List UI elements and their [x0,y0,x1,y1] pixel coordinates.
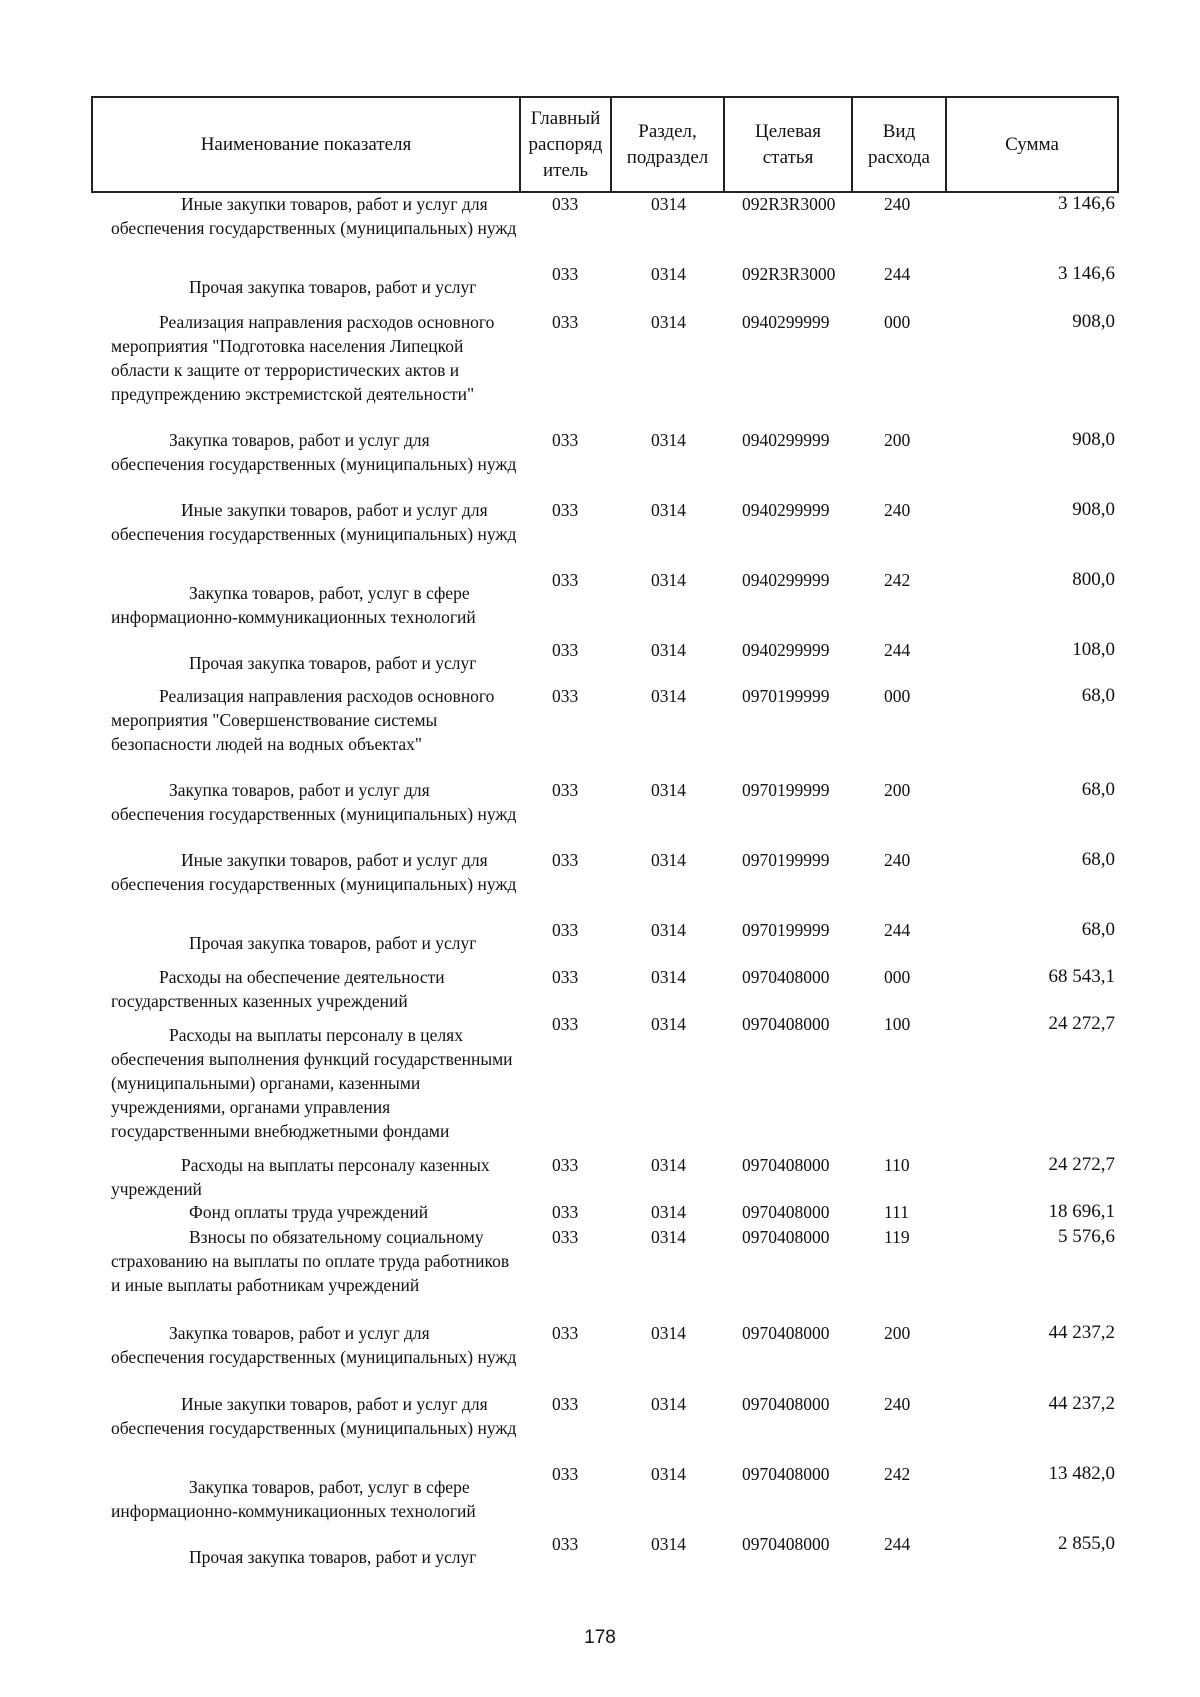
row-celevaya: 092R3R3000 [742,264,836,284]
header-name: Наименование показателя [92,97,520,192]
row-vid: 242 [884,570,911,590]
row-summa: 44 237,2 [1048,1393,1115,1414]
row-razdel: 0314 [651,1394,686,1414]
row-vid: 110 [884,1155,910,1175]
row-vid: 244 [884,264,911,284]
row-vid: 200 [884,1323,911,1343]
row-vid: 000 [884,686,911,706]
row-razdel: 0314 [651,1202,686,1222]
row-celevaya: 0940299999 [742,312,830,332]
row-razdel: 0314 [651,264,686,284]
header-razdel [611,97,724,192]
row-name: Закупка товаров, работ, услуг в сфере информационно-коммуникационных технологий [111,583,476,627]
row-vid: 240 [884,500,911,520]
row-summa: 2 855,0 [1058,1533,1115,1554]
row-celevaya: 0970199999 [742,780,830,800]
row-name: Закупка товаров, работ, услуг в сфере информационно-коммуникационных технологий [111,1477,476,1521]
row-glavny: 033 [552,1534,579,1554]
row-celevaya: 0970408000 [742,967,830,987]
row-glavny: 033 [552,500,579,520]
row-razdel: 0314 [651,967,686,987]
row-razdel: 0314 [651,1323,686,1343]
header-glavny-line3: итель [542,159,589,181]
row-glavny: 033 [552,1227,579,1247]
row-name: Прочая закупка товаров, работ и услуг [189,1547,477,1567]
row-summa: 800,0 [1072,569,1115,590]
header-vid-line2: расхода [868,146,930,168]
row-glavny: 033 [552,780,579,800]
row-name: Прочая закупка товаров, работ и услуг [189,277,477,297]
row-vid: 000 [884,967,911,987]
row-razdel: 0314 [651,500,686,520]
row-celevaya: 0970199999 [742,850,830,870]
row-razdel: 0314 [651,312,686,332]
row-name: Иные закупки товаров, работ и услуг для обеспечения государственных (муниципальных) нужд [111,194,517,238]
row-vid: 242 [884,1464,911,1484]
row-summa: 44 237,2 [1048,1322,1115,1343]
row-vid: 240 [884,850,911,870]
row-vid: 244 [884,920,911,940]
page-number: 178 [584,1627,616,1648]
row-summa: 3 146,6 [1058,193,1115,214]
row-name: Прочая закупка товаров, работ и услуг [189,653,477,673]
row-glavny: 033 [552,967,579,987]
row-summa: 68 543,1 [1048,966,1115,987]
row-name: Иные закупки товаров, работ и услуг для обеспечения государственных (муниципальных) нужд [111,850,517,894]
row-name: Прочая закупка товаров, работ и услуг [189,933,477,953]
row-razdel: 0314 [651,640,686,660]
row-razdel: 0314 [651,194,686,214]
row-name: Закупка товаров, работ и услуг для обеспечения государственных (муниципальных) нужд [111,780,517,824]
row-summa: 68,0 [1081,779,1115,800]
row-celevaya: 0970199999 [742,686,830,706]
row-razdel: 0314 [651,1534,686,1554]
row-celevaya: 0970408000 [742,1534,830,1554]
row-razdel: 0314 [651,1464,686,1484]
row-vid: 244 [884,1534,911,1554]
row-summa: 18 696,1 [1048,1201,1115,1222]
header-celevaya-line1: Целевая [755,120,821,142]
row-name: Взносы по обязательному социальному страхованию на выплаты по оплате труда работников и иные выплаты работникам учреждений [111,1227,510,1295]
row-glavny: 033 [552,570,579,590]
row-celevaya: 092R3R3000 [742,194,836,214]
row-vid: 200 [884,430,911,450]
header-celevaya-line2: статья [762,146,814,168]
row-razdel: 0314 [651,1155,686,1175]
row-glavny: 033 [552,430,579,450]
row-summa: 5 576,6 [1058,1226,1115,1247]
row-glavny: 033 [552,1202,579,1222]
row-razdel: 0314 [651,686,686,706]
row-name: Закупка товаров, работ и услуг для обеспечения государственных (муниципальных) нужд [111,430,517,474]
row-celevaya: 0940299999 [742,430,830,450]
row-summa: 908,0 [1072,429,1115,450]
row-summa: 68,0 [1081,919,1115,940]
row-glavny: 033 [552,920,579,940]
row-name: Реализация направления расходов основного мероприятия "Подготовка населения Липецкой области к защите от террористических актов и предупреждению экстремистской деятельности" [111,312,495,404]
row-razdel: 0314 [651,850,686,870]
row-celevaya: 0940299999 [742,500,830,520]
row-summa: 13 482,0 [1048,1463,1115,1484]
row-celevaya: 0970408000 [742,1323,830,1343]
row-razdel: 0314 [651,780,686,800]
row-vid: 240 [884,194,911,214]
row-name: Иные закупки товаров, работ и услуг для обеспечения государственных (муниципальных) нужд [111,500,517,544]
row-summa: 68,0 [1081,685,1115,706]
row-celevaya: 0940299999 [742,640,830,660]
row-celevaya: 0970408000 [742,1014,830,1034]
row-summa: 68,0 [1081,849,1115,870]
header-razdel-line1: Раздел, [638,120,697,142]
row-glavny: 033 [552,1155,579,1175]
row-name: Расходы на выплаты персоналу в целях обеспечения выполнения функций государственными (муниципальными) органами, казенными учреждениями, органами управления государственными внебюджетными фондами [111,1025,513,1141]
row-razdel: 0314 [651,430,686,450]
row-glavny: 033 [552,1464,579,1484]
row-glavny: 033 [552,1394,579,1414]
row-summa: 24 272,7 [1048,1154,1115,1175]
row-name: Иные закупки товаров, работ и услуг для обеспечения государственных (муниципальных) нужд [111,1394,517,1438]
row-glavny: 033 [552,640,579,660]
row-name: Расходы на выплаты персоналу казенных учреждений [111,1155,490,1199]
row-summa: 3 146,6 [1058,263,1115,284]
row-celevaya: 0970408000 [742,1394,830,1414]
header-glavny-line1: Главный [530,107,601,129]
row-celevaya: 0970408000 [742,1227,830,1247]
row-vid: 200 [884,780,911,800]
header-celevaya [724,97,852,192]
row-vid: 240 [884,1394,911,1414]
row-name: Расходы на обеспечение деятельности государственных казенных учреждений [111,967,445,1011]
row-name: Закупка товаров, работ и услуг для обеспечения государственных (муниципальных) нужд [111,1323,517,1367]
row-glavny: 033 [552,850,579,870]
row-summa: 908,0 [1072,311,1115,332]
row-glavny: 033 [552,686,579,706]
row-celevaya: 0970199999 [742,920,830,940]
row-razdel: 0314 [651,570,686,590]
row-vid: 244 [884,640,911,660]
row-vid: 111 [884,1202,909,1222]
row-summa: 24 272,7 [1048,1013,1115,1034]
table-header [91,96,1119,193]
row-glavny: 033 [552,312,579,332]
header-razdel-line2: подраздел [626,146,709,168]
row-name: Фонд оплаты труда учреждений [189,1202,429,1222]
row-celevaya: 0970408000 [742,1464,830,1484]
row-vid: 119 [884,1227,910,1247]
header-glavny [520,97,611,192]
header-vid [852,97,946,192]
row-celevaya: 0970408000 [742,1202,830,1222]
header-vid-line1: Вид [882,120,916,142]
row-vid: 000 [884,312,911,332]
row-razdel: 0314 [651,1014,686,1034]
row-razdel: 0314 [651,1227,686,1247]
row-celevaya: 0940299999 [742,570,830,590]
row-glavny: 033 [552,264,579,284]
row-summa: 908,0 [1072,499,1115,520]
row-vid: 100 [884,1014,911,1034]
row-glavny: 033 [552,1014,579,1034]
header-summa: Сумма [946,97,1118,192]
row-glavny: 033 [552,1323,579,1343]
row-razdel: 0314 [651,920,686,940]
row-name: Реализация направления расходов основного мероприятия "Совершенствование системы безопасности людей на водных объектах" [111,686,495,754]
row-glavny: 033 [552,194,579,214]
row-summa: 108,0 [1072,639,1115,660]
header-glavny-line2: распоряд [528,133,603,155]
row-celevaya: 0970408000 [742,1155,830,1175]
